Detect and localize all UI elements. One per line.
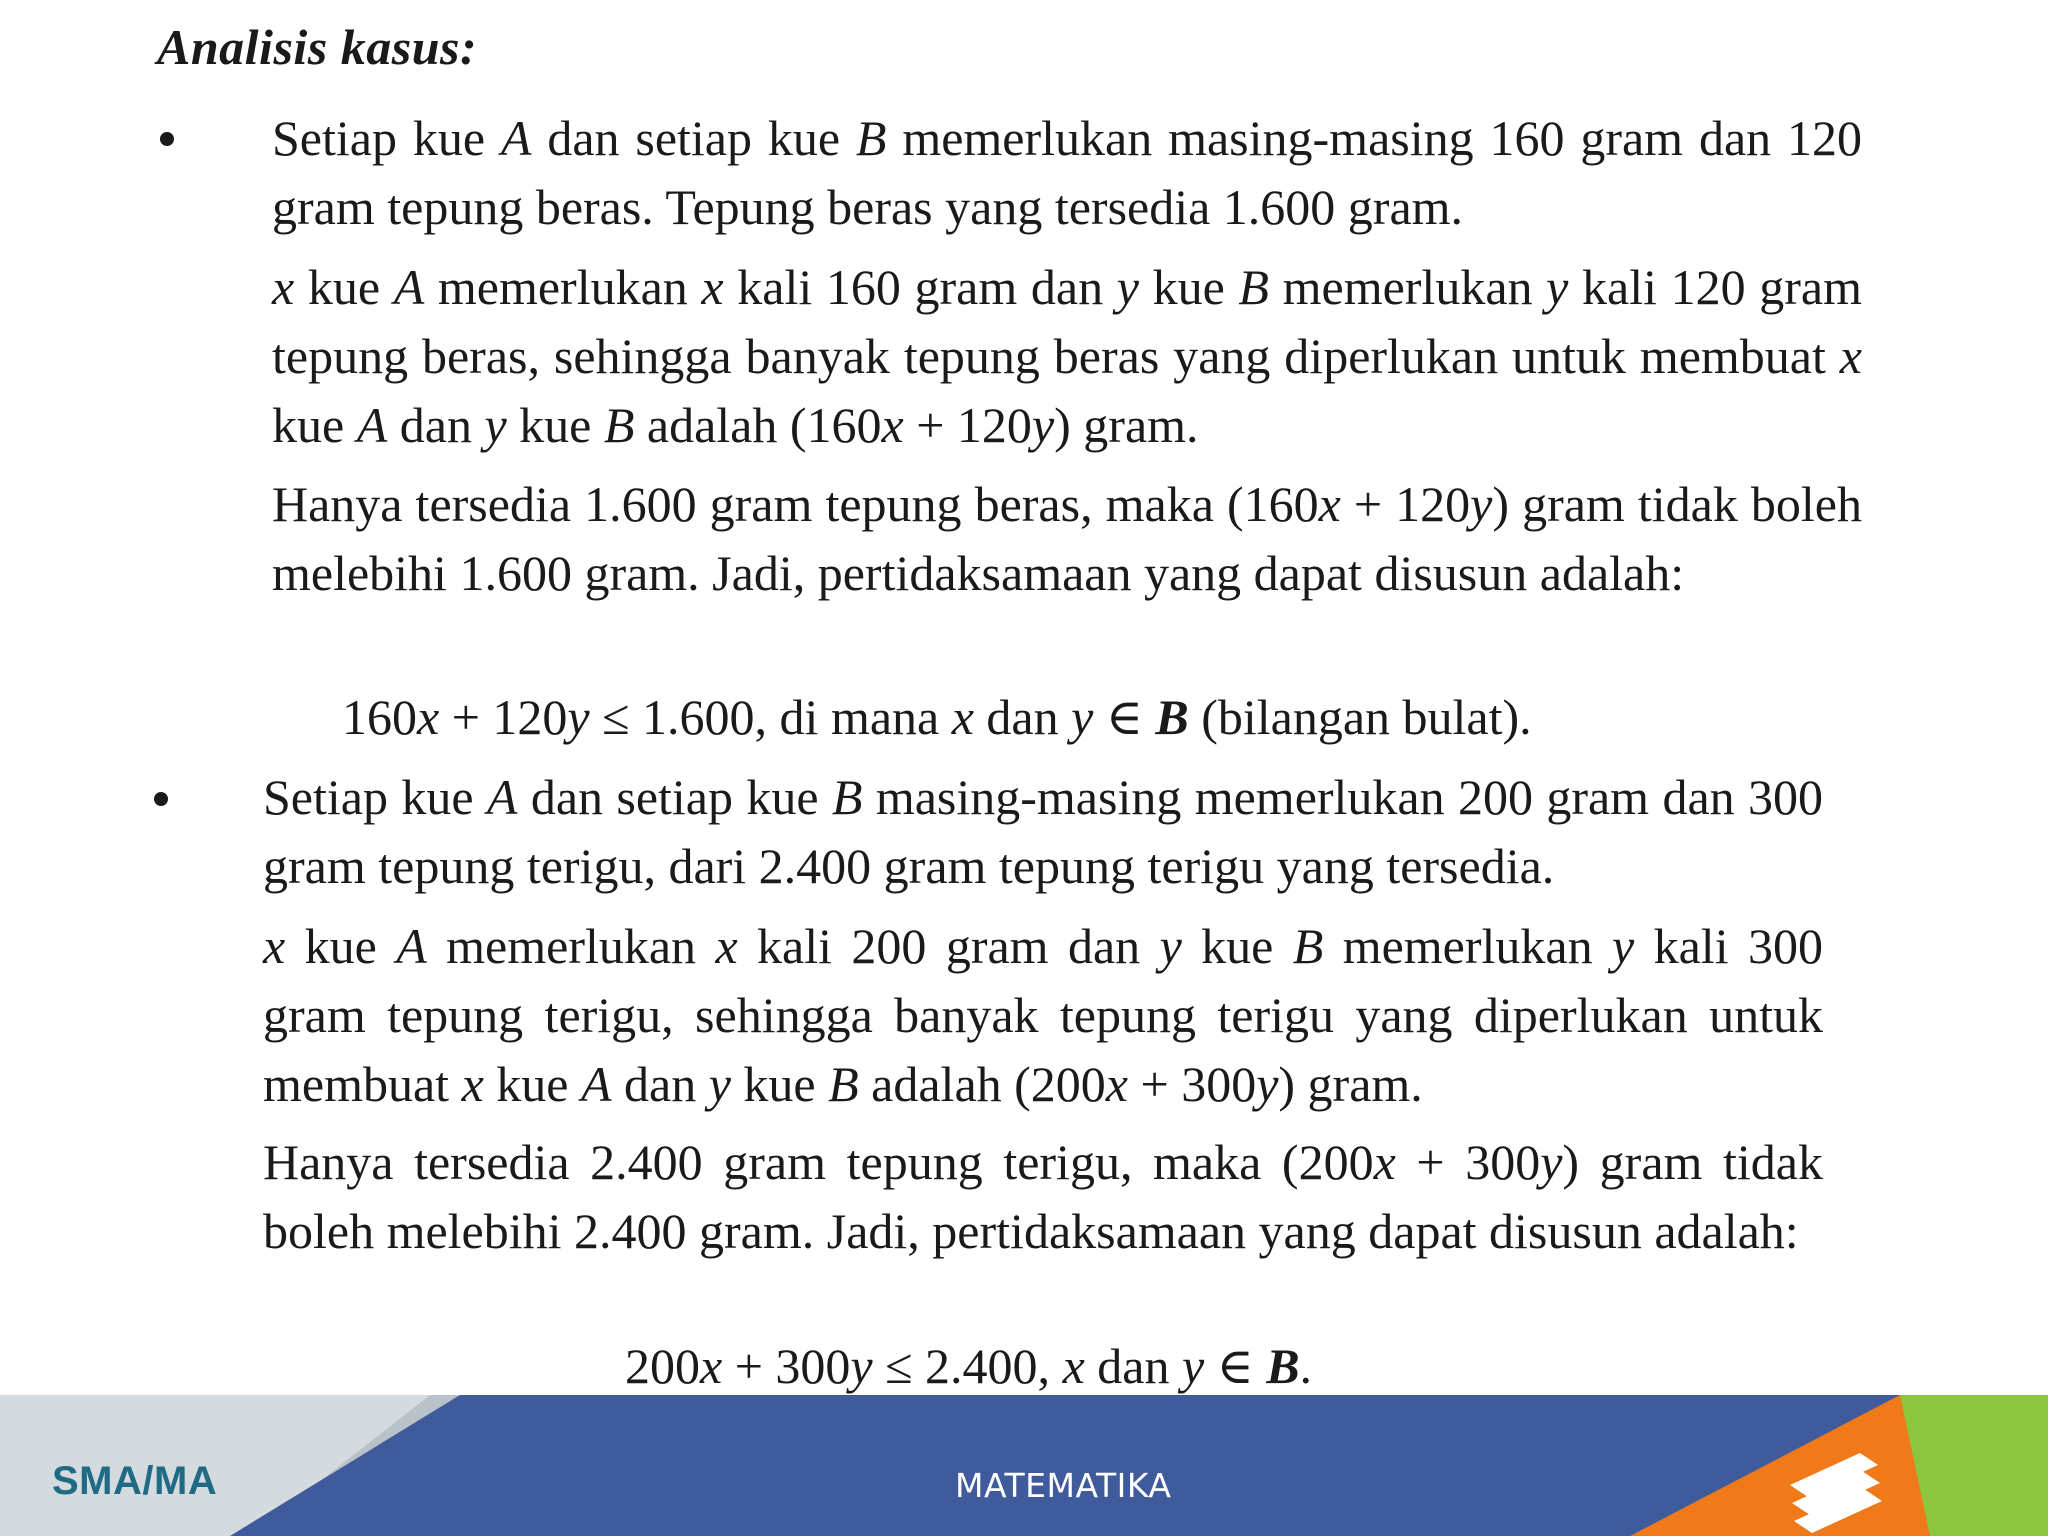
- paragraph: Hanya tersedia 2.400 gram tepung terigu, maka (200x + 300y) gram tidak boleh melebihi 2.400 gram. Jadi, pertidaksamaan yang dapat disusun adalah:: [263, 1134, 1823, 1259]
- bullet-marker: [160, 132, 174, 146]
- footer-subject-label: MATEMATIKA: [955, 1466, 1172, 1505]
- section-heading: Analisis kasus:: [157, 19, 478, 75]
- paragraph: Hanya tersedia 1.600 gram tepung beras, maka (160x + 120y) gram tidak boleh melebihi 1.600 gram. Jadi, pertidaksamaan yang dapat disusun adalah:: [272, 476, 1863, 601]
- footer-level-label: SMA/MA: [52, 1459, 218, 1503]
- paragraph: x kue A memerlukan x kali 160 gram dan y kue B memerlukan y kali 120 gram tepung beras, sehingga banyak tepung beras yang diperlukan untuk membuat x kue A dan y kue B adalah (160x + 120y) gram.: [272, 259, 1862, 453]
- inequality: 200x + 300y ≤ 2.400, x dan y ∈ B.: [625, 1338, 1313, 1394]
- footer-bar: [0, 1395, 2048, 1536]
- inequality: 160x + 120y ≤ 1.600, di mana x dan y ∈ B (bilangan bulat).: [342, 689, 1532, 745]
- paragraph: Setiap kue A dan setiap kue B masing-masing memerlukan 200 gram dan 300 gram tepung terigu, dari 2.400 gram tepung terigu yang tersedia.: [263, 769, 1823, 894]
- paragraph: x kue A memerlukan x kali 200 gram dan y kue B memerlukan y kali 300 gram tepung terigu, sehingga banyak tepung terigu yang diperlukan untuk membuat x kue A dan y kue B adalah (200x + 300y) gram.: [263, 918, 1823, 1112]
- paragraph: Setiap kue A dan setiap kue B memerlukan masing-masing 160 gram dan 120 gram tepung beras. Tepung beras yang tersedia 1.600 gram.: [272, 110, 1862, 235]
- bullet-marker: [154, 792, 168, 806]
